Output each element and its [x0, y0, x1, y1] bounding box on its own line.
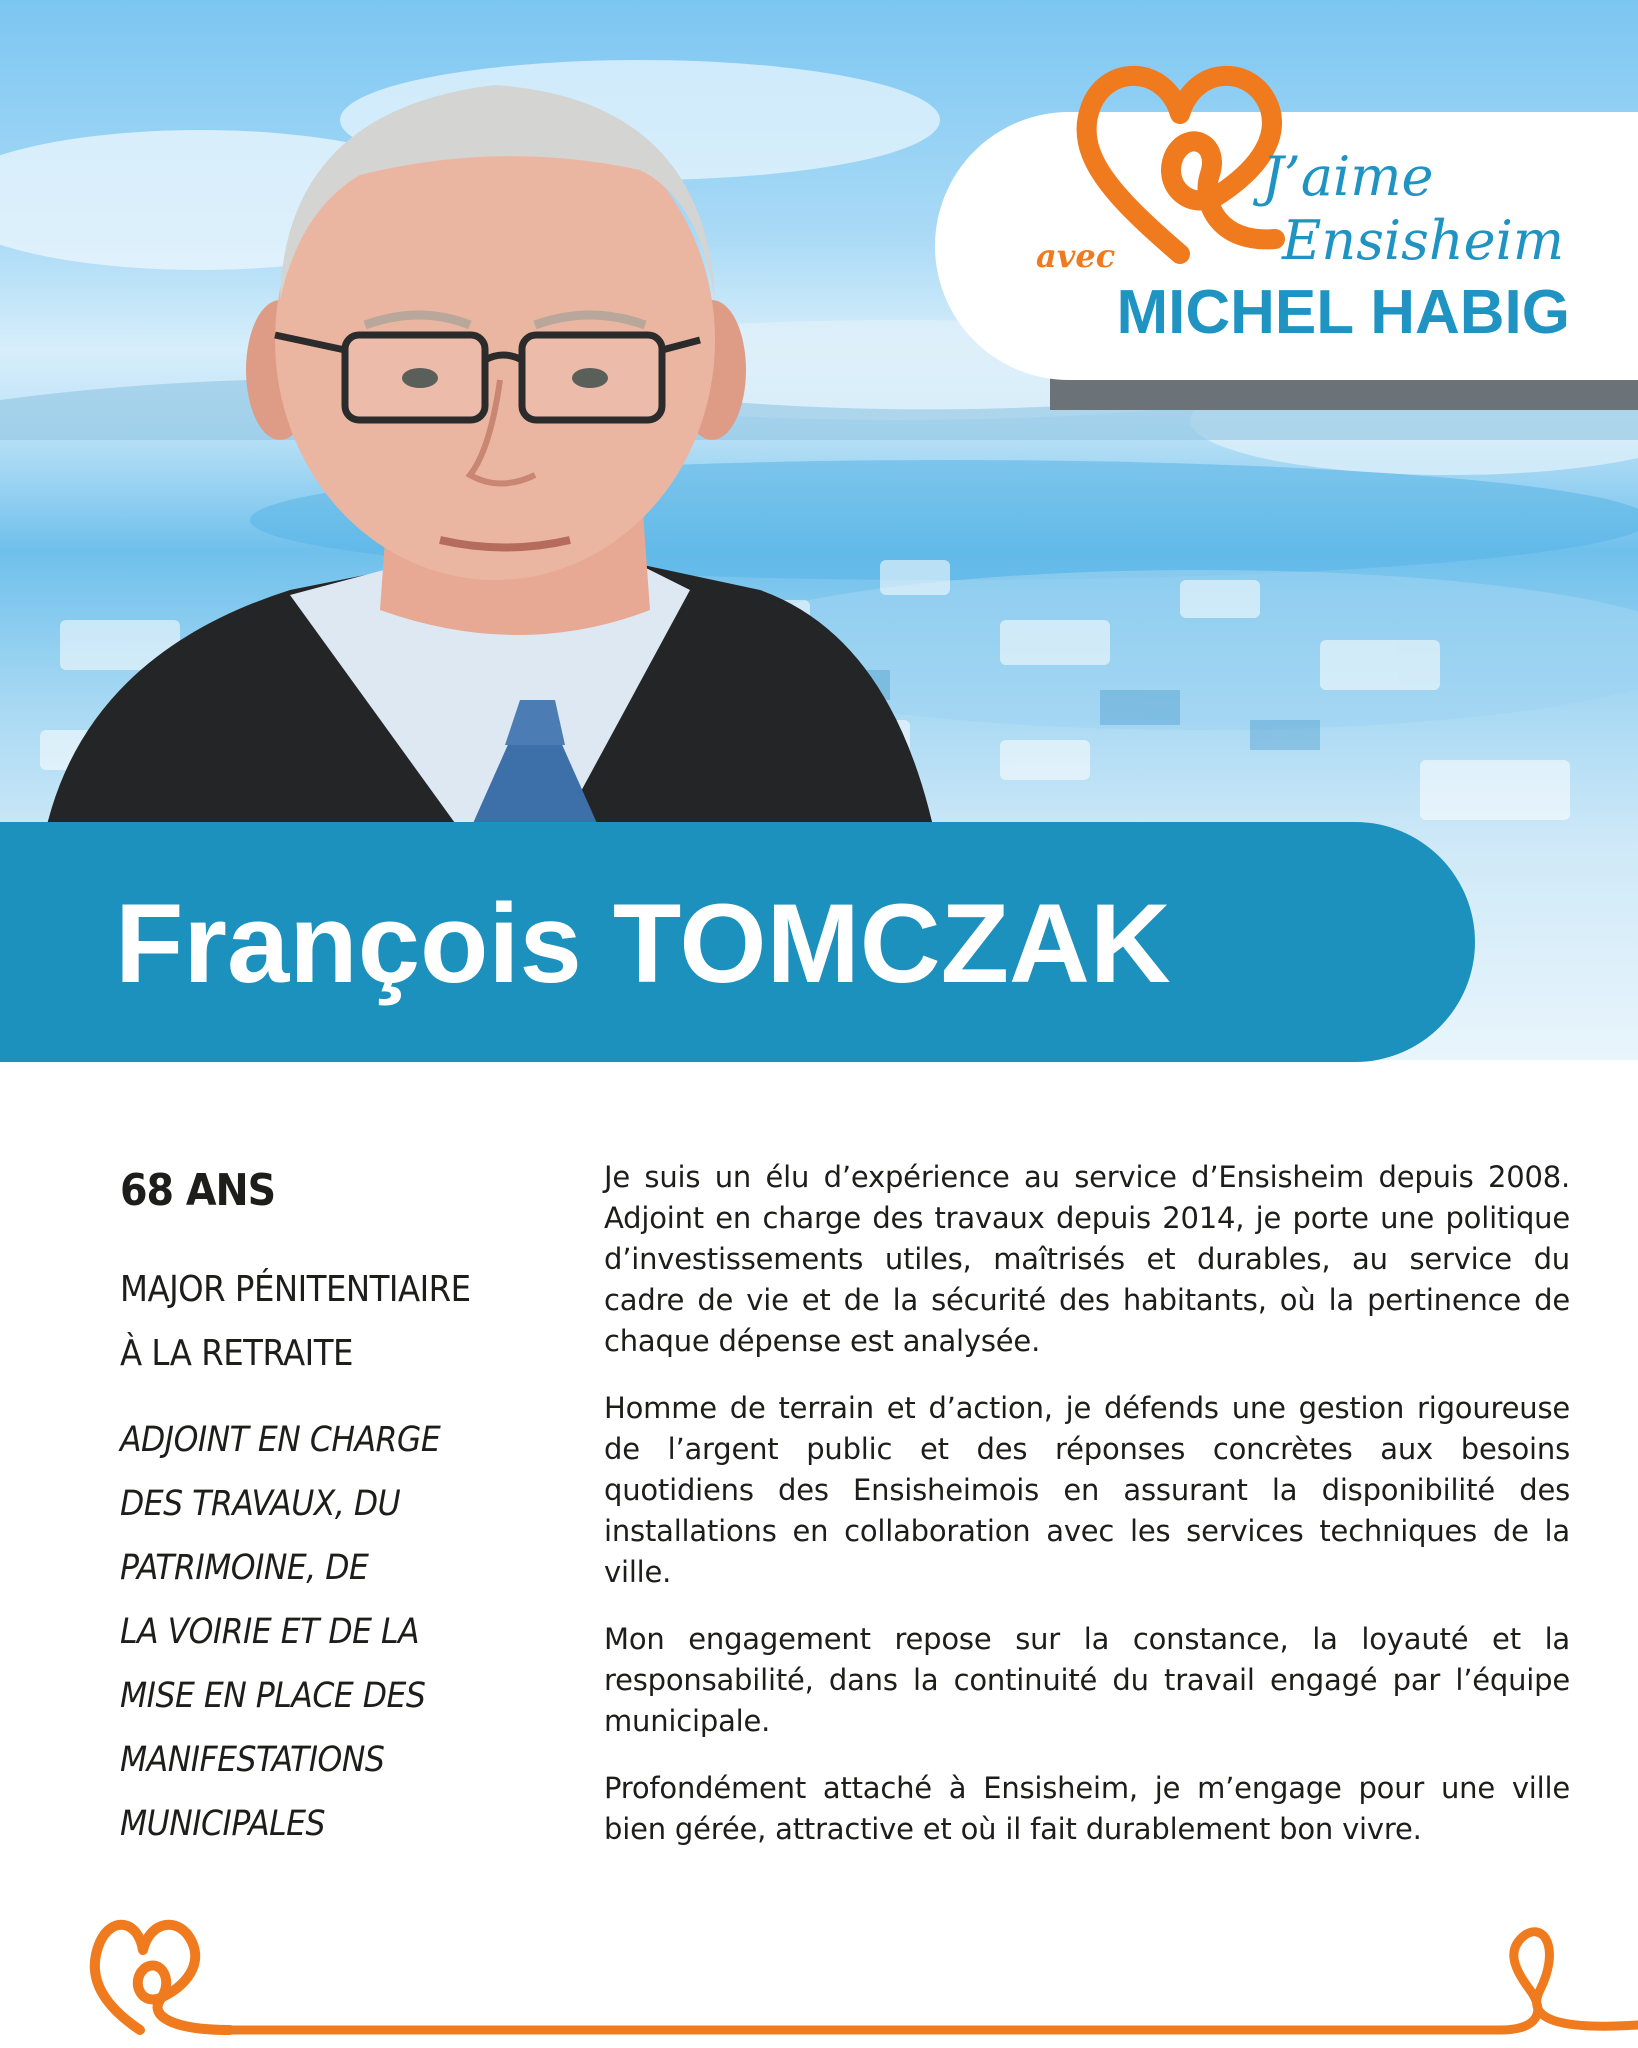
footer-ribbon: [0, 1880, 1638, 2048]
role-line: MUNICIPALES: [120, 1804, 326, 1844]
heart-ribbon-icon: [95, 1925, 230, 2030]
role-line: MISE EN PLACE DES: [120, 1676, 426, 1716]
logo-candidate-name: MICHEL HABIG: [1116, 278, 1570, 347]
role-line: LA VOIRIE ET DE LA: [120, 1612, 420, 1652]
role-line: PATRIMOINE, DE: [120, 1548, 369, 1588]
candidate-name: François TOMCZAK: [115, 881, 1171, 1006]
role-line: ADJOINT EN CHARGE: [120, 1420, 441, 1460]
logo-line2: Ensisheim: [1282, 209, 1565, 272]
bio-paragraph: Profondément attaché à Ensisheim, je m’engage pour une ville bien gérée, attractive et où il fait durablement bon vivre.: [604, 1771, 1570, 1846]
job-line: À LA RETRAITE: [120, 1333, 353, 1374]
candidate-age: 68 ANS: [120, 1165, 276, 1216]
bio-paragraph: Je suis un élu d’expérience au service d’Ensisheim depuis 2008. Adjoint en charge des travaux depuis 2014, je porte une politique d’investissements utiles, maîtrisés et durables, au service du cadre de vie et de la sécurité des habitants, où la pertinence de chaque dépense est analysée.: [604, 1160, 1570, 1358]
role-line: MANIFESTATIONS: [120, 1740, 385, 1780]
ribbon-line: [220, 1932, 1638, 2030]
role-line: DES TRAVAUX, DU: [120, 1484, 401, 1524]
logo-line1: J’aime: [1262, 145, 1434, 208]
logo-avec: avec: [1036, 237, 1116, 275]
candidate-job: [120, 1258, 550, 1386]
bio-paragraph: Mon engagement repose sur la constance, la loyauté et la responsabilité, dans la continuité du travail engagé par l’équipe municipale.: [604, 1622, 1570, 1738]
bio-paragraph: Homme de terrain et d’action, je défends une gestion rigoureuse de l’argent public et des réponses concrètes aux besoins quotidiens des Ensisheimois en assurant la disponibilité des installations en collaboration avec les services techniques de la ville.: [604, 1391, 1570, 1589]
candidate-role: [120, 1408, 550, 1856]
job-line: MAJOR PÉNITENTIAIRE: [120, 1269, 471, 1310]
candidate-bio: [604, 1157, 1570, 1876]
